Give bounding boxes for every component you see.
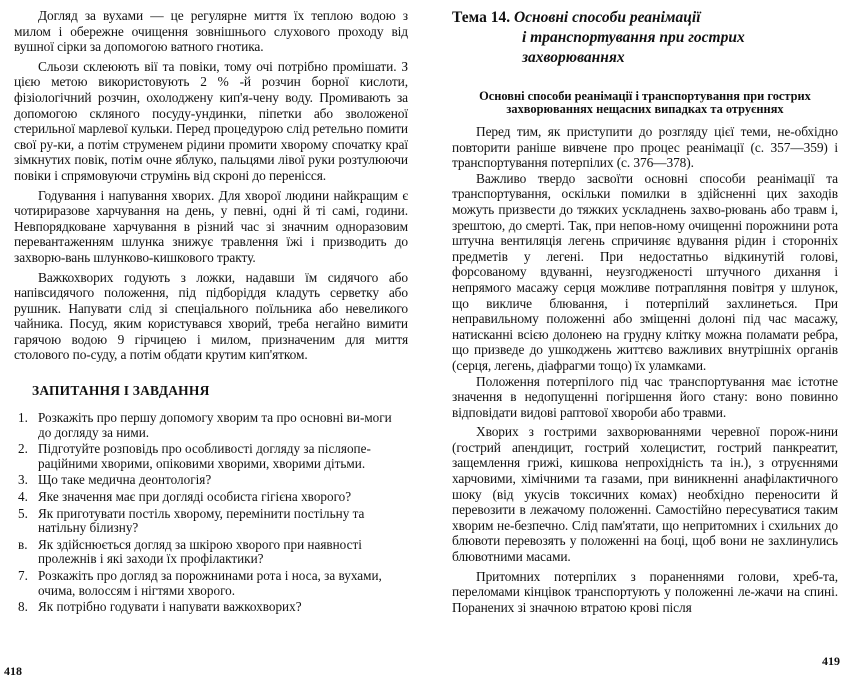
page-number-right: 419 [822, 654, 840, 668]
question-number: 7. [18, 568, 28, 583]
theme-label: Тема 14. [452, 9, 511, 26]
theme-title-line3: захворюваннях [522, 49, 625, 66]
paragraph-injuries: Притомних потерпілих з пораненнями голови, хреб-та, переломами кінцівок транспортують у положенні ле-жачи на спині. Поранених зі значною втратою крові після [452, 568, 838, 615]
question-number: 5. [18, 505, 28, 521]
question-text: Розкажіть про першу допомогу хворим та про основні ви-моги до догляду за ними. [38, 410, 392, 440]
question-number: 2. [18, 441, 28, 457]
paragraph-ear-care: Догляд за вухами — це регулярне миття їх теплою водою з милом і обережне очищення зовнішнього слухового проходу від вушної сірки за допомогою ватного гнотика. [14, 8, 408, 55]
paragraph-intro: Перед тим, як приступити до розгляду цієї теми, не-обхідно повторити раніше вивчене про процес реанімації (с. 357—359) і транспортування потерпілих (с. 376—378). [452, 124, 838, 171]
list-item [14, 538, 408, 567]
paragraph-abdominal: Хворих з гострими захворюваннями черевної порож-нини (гострий апендицит, гострий холецистит, гострий панкреатит, защемлення грижі, кишкова непрохідність та ін.), з отруєннями харчовими, хімічними та газами, при виникненні анафілактичного шоку (від укусів токсичних комах) необхідно переносити й перевозити в лежачому положенні. Самостійно пересуватися таким хворим не-безпечно. Слід пам'ятати, що непритомних і схильних до блювоти перевозять у положенні на боці, щоб вони не захлинулись блювотними масами. [452, 424, 838, 565]
left-column [14, 8, 408, 617]
question-number: 3. [18, 472, 28, 488]
question-number: 4. [18, 489, 28, 505]
paragraph-feeding: Годування і напування хворих. Для хворої людини найкращим є чотириразове харчування на день, у певні, одні й ті самі, години. Невпорядковане харчування в різний час зі значним одноразовим перевантаженням шлунка знижує травлення їжі і призводить до захворю-вань шлунково-кишкового тракту. [14, 187, 408, 265]
theme-title-line1: Основні способи реанімації [513, 9, 701, 26]
question-text: Як потрібно годувати і напувати важкохворих? [38, 599, 302, 615]
paragraph-position: Положення потерпілого під час транспортування має істотне значення в недопущенні погіршення його стану: воно повинно відповідати видові раптової хвороби або травми. [452, 373, 838, 420]
list-item [14, 490, 408, 505]
subheading: Основні способи реанімації і транспортування при гострих захворюваннях нещасних випадках та отруєннях [479, 89, 811, 116]
right-column [452, 8, 838, 615]
list-item [14, 442, 408, 471]
question-number: 8. [18, 599, 28, 615]
question-text: Як приготувати постіль хворому, перемінити постільну та натільну білизну? [38, 505, 365, 536]
section-title: ЗАПИТАННЯ І ЗАВДАННЯ [32, 383, 210, 399]
paragraph-importance: Важливо твердо засвоїти основні способи реанімації та транспортування, оскільки помилки в здійсненні цих заходів можуть призвести до тяжких ускладнень захво-рювань або травм і, зрештою, до смерті. Так, при непов-ному очищенні порожнини рота штучна вентиляція легень спричиняє вдування рідин і сторонніх предметів у легені. При недостатньо відкинутій голові, форсованому вдуванні, неузгодженості штучного дихання і непрямого масажу серця можливе потрапляння повітря у шлунок, що викличе блювання, і потерпілий захлинеться. При неправильному положенні або зміщенні долоні під час масажу, натисканні всією долонею на грудну клітку можна поламати ребра, що призведе до ушкоджень життєво важливих внутрішніх органів (серця, легень, діафрагми тощо) їх уламками. [452, 170, 838, 373]
list-item [14, 569, 408, 598]
list-item [14, 600, 408, 615]
list-item [14, 507, 408, 536]
paragraph-spoon-feeding: Важкохворих годують з ложки, надавши їм сидячого або напівсидячого положення, під підборіддя кладуть серветку або рушник. Напувати слід зі спеціального поїльника або невеликого чайника. Посуд, яким користувався хворий, треба негайно вимити гарячою водою 9 гірчицею і милом, призначеним для миття столового по-суду, а потім обдати крутим кип'ятком. [14, 269, 408, 363]
right-page [424, 0, 846, 684]
question-number: в. [18, 536, 28, 552]
theme-title-line2: і транспортування при гострих [522, 29, 745, 46]
question-text: Як здійснюється догляд за шкірою хворого при наявності пролежнів і які заходи їх профілактики? [38, 536, 362, 567]
question-text: Яке значення має при догляді особиста гігієна хворого? [38, 489, 352, 505]
page-number-left: 418 [4, 664, 22, 678]
question-text: Підготуйте розповідь про особливості догляду за післяопе-раційними хворими, опіковими хворими, хворими дітьми. [38, 441, 371, 471]
question-number: 1. [18, 410, 28, 426]
question-text: Що таке медична деонтологія? [38, 472, 212, 488]
list-item [14, 411, 408, 440]
theme-title [452, 8, 838, 68]
paragraph-eye-care: Сльози склеюють вії та повіки, тому очі потрібно промішати. З цією метою використовують 2 % -й розчин борної кислоти, фізіологічний розчин, охолоджену кип'я-чену воду. Промивають за допомогою скляного посуду-ундинки, піпетки або зволоженої стерильної марлевої кульки. Перед процедурою слід ретельно помити свої ру-ки, а потім струменем рідини промити хворому спочатку краї зімкнутих повік, потім очне яблуко, пальцями лівої руки розтулюючи повіки і спрямовуючи струмінь від скроні до перенісся. [14, 58, 408, 183]
question-text: Розкажіть про догляд за порожнинами рота і носа, за вухами, очима, волоссям і нігтями хворого. [38, 568, 382, 598]
list-item [14, 473, 408, 488]
questions-list [14, 411, 408, 615]
